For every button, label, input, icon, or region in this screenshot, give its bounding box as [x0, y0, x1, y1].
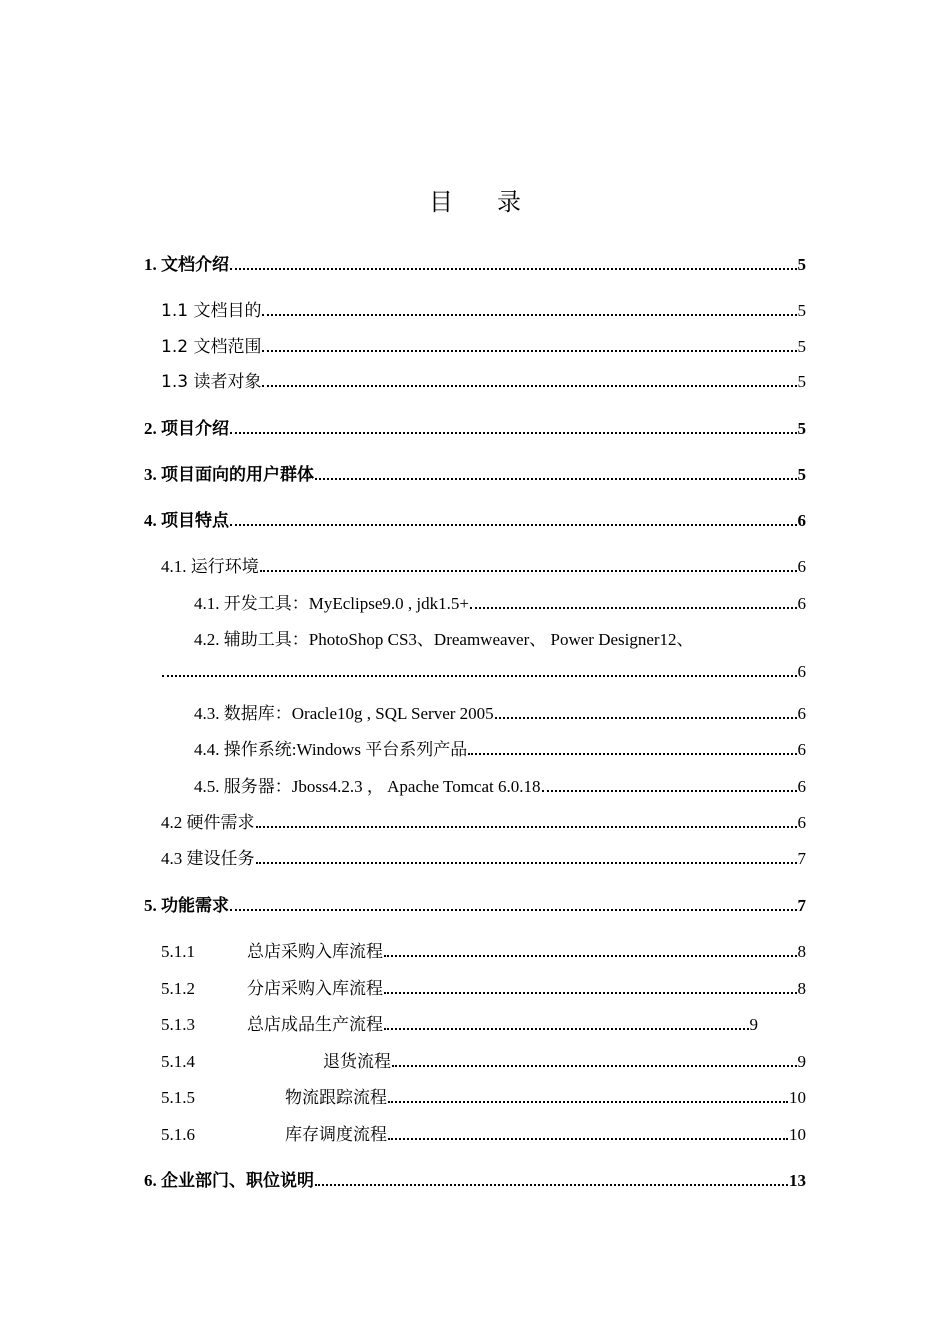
page-title: 目录	[429, 188, 565, 216]
toc-entry-4-2[interactable]	[161, 808, 806, 833]
toc-label: 4.1. 开发工具：MyEclipse9.0 , jdk1.5+	[194, 594, 469, 613]
toc-label: 2. 项目介绍	[144, 419, 229, 438]
toc-label: 1. 文档介绍	[144, 255, 229, 274]
toc-leader	[162, 675, 797, 677]
toc-entry-4-1-4[interactable]	[194, 735, 806, 760]
toc-label: 4.4. 操作系统:Windows 平台系列产品	[194, 740, 468, 759]
toc-entry-5[interactable]	[144, 891, 806, 916]
toc-page: 8	[797, 979, 806, 998]
toc-entry-5-1-5[interactable]	[161, 1083, 806, 1108]
toc-entry-4-1-2-leader	[161, 662, 806, 682]
toc-page: 6	[797, 594, 806, 613]
toc-number: 5.1.5	[161, 1088, 195, 1107]
toc-label: 分店采购入库流程	[247, 979, 383, 998]
toc-entry-6[interactable]	[144, 1166, 806, 1191]
toc-page: 8	[797, 942, 806, 961]
toc-number: 5.1.1	[161, 942, 195, 961]
toc-leader	[230, 432, 797, 434]
toc-leader	[384, 1028, 749, 1030]
toc-entry-1-2[interactable]	[161, 332, 806, 357]
toc-label: 物流跟踪流程	[285, 1088, 387, 1107]
toc-leader	[230, 524, 797, 526]
toc-label: 4.5. 服务器：Jboss4.2.3 ， Apache Tomcat 6.0.18	[194, 777, 541, 796]
toc-label: 4.3 建设任务	[161, 849, 255, 868]
toc-entry-5-1-6[interactable]	[161, 1120, 806, 1145]
toc-label: 库存调度流程	[285, 1125, 387, 1144]
toc-entry-4-1[interactable]	[161, 552, 806, 577]
toc-entry-4-1-5[interactable]	[194, 772, 806, 797]
toc-page: 9	[749, 1015, 758, 1034]
toc-leader	[384, 992, 797, 994]
toc-entry-1-1[interactable]	[161, 296, 806, 321]
toc-label: 总店采购入库流程	[247, 942, 383, 961]
toc-leader	[470, 607, 797, 609]
toc-leader	[315, 1184, 788, 1186]
toc-page: 5	[797, 419, 806, 438]
toc-entry-5-1-3[interactable]	[161, 1010, 758, 1035]
toc-page: 5	[797, 301, 806, 320]
toc-leader	[230, 268, 797, 270]
toc-entry-2[interactable]	[144, 414, 806, 439]
toc-leader	[388, 1101, 788, 1103]
toc-entry-5-1-2[interactable]	[161, 974, 806, 999]
toc-label: 4. 项目特点	[144, 511, 229, 530]
toc-label: 6. 企业部门、职位说明	[144, 1171, 314, 1190]
toc-leader	[468, 753, 796, 755]
toc-entry-5-1-4[interactable]	[161, 1047, 806, 1072]
toc-entry-4-1-2[interactable]	[194, 625, 796, 650]
toc-leader	[230, 909, 797, 911]
toc-leader	[542, 790, 797, 792]
toc-page: 5	[797, 337, 806, 356]
toc-leader	[315, 478, 797, 480]
toc-page: 13	[789, 1171, 806, 1190]
toc-page: 6	[797, 740, 806, 759]
toc-leader	[384, 955, 797, 957]
toc-page: 10	[789, 1088, 806, 1107]
toc-page: 7	[797, 849, 806, 868]
toc-label: 1.2 文档范围	[161, 337, 262, 357]
toc-label: 3. 项目面向的用户群体	[144, 465, 314, 484]
toc-label: 4.2 硬件需求	[161, 813, 255, 832]
toc-entry-5-1-1[interactable]	[161, 937, 806, 962]
toc-label: 1.3 读者对象	[161, 372, 262, 392]
toc-entry-4[interactable]	[144, 506, 806, 531]
toc-page: 6	[797, 511, 806, 530]
toc-leader	[262, 350, 796, 352]
toc-label: 4.1. 运行环境	[161, 557, 259, 576]
toc-number: 5.1.3	[161, 1015, 195, 1034]
toc-label: 4.3. 数据库：Oracle10g , SQL Server 2005	[194, 704, 494, 723]
toc-label: 总店成品生产流程	[247, 1015, 383, 1034]
toc-entry-4-3[interactable]	[161, 844, 806, 869]
toc-leader	[262, 314, 796, 316]
toc-page: 5	[797, 465, 806, 484]
toc-number: 5.1.6	[161, 1125, 195, 1144]
toc-entry-4-1-1[interactable]	[194, 589, 806, 614]
toc-entry-1-3[interactable]	[161, 367, 806, 392]
toc-leader	[256, 826, 797, 828]
toc-page: 6	[797, 662, 806, 681]
toc-number: 5.1.2	[161, 979, 195, 998]
toc-page: 9	[797, 1052, 806, 1071]
toc-label: 1.1 文档目的	[161, 301, 262, 321]
toc-leader	[495, 717, 797, 719]
toc-number: 5.1.4	[161, 1052, 195, 1071]
toc-leader	[256, 862, 797, 864]
toc-entry-4-1-3[interactable]	[194, 699, 806, 724]
toc-page: 5	[797, 255, 806, 274]
toc-page: 6	[797, 557, 806, 576]
toc-leader	[388, 1138, 788, 1140]
toc-page: 5	[797, 372, 806, 391]
toc-leader	[260, 570, 797, 572]
toc-page: 6	[797, 704, 806, 723]
toc-page: 10	[789, 1125, 806, 1144]
toc-page: 7	[797, 896, 806, 915]
toc-label: 5. 功能需求	[144, 896, 229, 915]
toc-page: 6	[797, 777, 806, 796]
toc-page: 6	[797, 813, 806, 832]
toc-leader	[262, 385, 796, 387]
toc-entry-3[interactable]	[144, 460, 806, 485]
toc-leader	[392, 1065, 797, 1067]
toc-entry-1[interactable]	[144, 250, 806, 275]
toc-label: 退货流程	[323, 1052, 391, 1071]
toc-label: 4.2. 辅助工具：PhotoShop CS3、Dreamweaver、 Power Designer12、	[194, 630, 694, 649]
